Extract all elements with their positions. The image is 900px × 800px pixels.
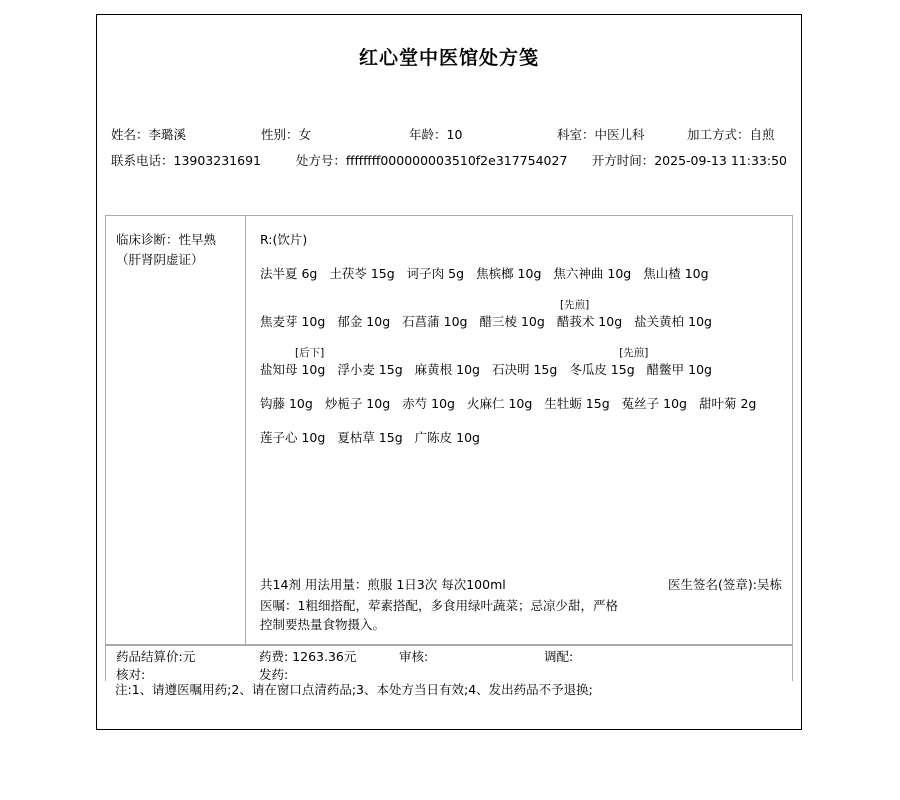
herb-note-right: [先煎] (619, 347, 649, 359)
patient-meta-row-2 (111, 148, 787, 174)
patient-meta-row-1 (111, 122, 787, 148)
processing-method: 加工方式：自煎 (687, 127, 775, 142)
prescription-number: 处方号：ffffffff000000003510f2e317754027 (295, 153, 568, 168)
diagnosis-line-2: （肝肾阴虚证） (116, 252, 204, 267)
patient-department: 科室：中医儿科 (557, 127, 645, 142)
advice-line-1: 医嘱：1粗细搭配，荤素搭配，多食用绿叶蔬菜；忌凉少甜，严格 (260, 598, 618, 613)
patient-name: 姓名：李璐溪 (111, 127, 187, 142)
footnote: 注:1、请遵医嘱用药;2、请在窗口点清药品;3、本处方当日有效;4、发出药品不予退换; (115, 682, 593, 697)
settlement-box (105, 645, 793, 681)
herb-note: [先煎] (560, 299, 590, 311)
herb-item: 诃子肉 5g (406, 266, 465, 281)
herb-item: 郁金 10g (337, 314, 391, 329)
herb-item: 生牡蛎 15g (544, 396, 610, 411)
herb-item: 浮小麦 15g (337, 362, 403, 377)
herb-item: 醋三棱 10g (479, 314, 545, 329)
herb-item: 炒栀子 10g (324, 396, 391, 411)
prescription-body (105, 215, 793, 645)
herb-item: 广陈皮 10g (414, 430, 480, 445)
herb-item: 土茯苓 15g (329, 266, 395, 281)
review-field: 审核: (399, 649, 429, 664)
dosage-row (260, 575, 782, 594)
issue-field: 发药: (259, 667, 289, 682)
page-title: 红心堂中医馆处方笺 (358, 47, 539, 69)
herb-item: 夏枯草 15g (337, 430, 403, 445)
prescription-content (246, 216, 792, 644)
herb-line (260, 394, 782, 414)
herb-item: 赤芍 10g (402, 396, 455, 411)
settlement-price: 药品结算价:元 (116, 649, 196, 664)
herb-item: 醋鳖甲 10g (646, 362, 712, 377)
rx-header: R:(饮片) (260, 232, 308, 247)
herb-line (260, 360, 782, 380)
herb-item: 石决明 15g (491, 362, 558, 377)
herb-item: 火麻仁 10g (466, 396, 533, 411)
herb-item: 焦山楂 10g (643, 266, 709, 281)
herb-lines (260, 264, 782, 448)
advice-line-2: 控制要热量食物摄入。 (260, 617, 386, 632)
herb-item: 焦槟榔 10g (476, 266, 542, 281)
herb-item: 盐知母 10g (260, 362, 326, 377)
medicine-fee: 药费: 1263.36元 (259, 649, 357, 664)
herb-line (260, 312, 782, 332)
herb-note (260, 346, 782, 360)
doctor-signature: 医生签名(签章):吴栋 (668, 577, 782, 592)
clinical-diagnosis (106, 216, 246, 644)
herb-item: 焦六神曲 10g (553, 266, 632, 281)
herb-item: 麻黄根 10g (414, 362, 480, 377)
prescription-page (96, 14, 802, 730)
herb-line (260, 264, 782, 284)
check-field: 核对: (116, 667, 146, 682)
patient-phone: 联系电话：13903231691 (111, 153, 261, 168)
herb-item: 莲子心 10g (260, 430, 326, 445)
patient-meta (97, 122, 801, 174)
prescription-footer (260, 575, 782, 634)
herb-item: 甜叶菊 2g (698, 396, 757, 411)
herb-item: 钩藤 10g (260, 396, 313, 411)
herb-line (260, 428, 782, 448)
prescription-time: 开方时间：2025-09-13 11:33:50 (591, 153, 787, 168)
herb-item: 石菖蒲 10g (402, 314, 468, 329)
settlement-row-1 (106, 648, 792, 666)
patient-sex: 性别：女 (261, 127, 312, 142)
dosage-instruction: 共14剂 用法用量：煎服 1日3次 每次100ml (260, 577, 506, 592)
patient-age: 年龄：10 (409, 127, 463, 142)
herb-item: 冬瓜皮 15g (569, 362, 635, 377)
herb-note-left: [后下] (295, 347, 325, 359)
herb-item: 法半夏 6g (260, 266, 318, 281)
herb-item: 菟丝子 10g (621, 396, 687, 411)
herb-item: 盐关黄柏 10g (634, 314, 712, 329)
dispense-field: 调配: (544, 649, 574, 664)
herb-item: 焦麦芽 10g (260, 314, 326, 329)
diagnosis-line-1: 临床诊断：性早熟 (116, 232, 217, 247)
herb-item: 醋莪术 10g (556, 314, 623, 329)
